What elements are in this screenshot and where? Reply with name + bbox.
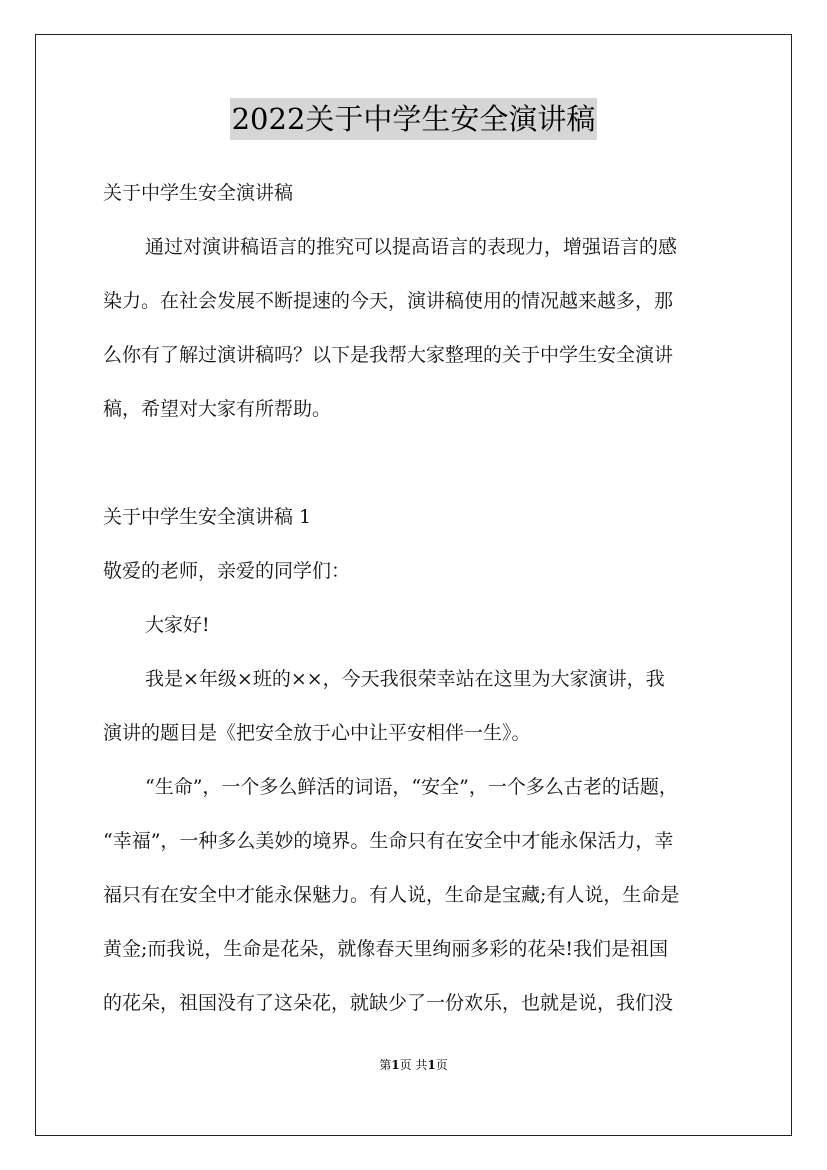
body-line: 的花朵，祖国没有了这朵花，就缺少了一份欢乐，也就是说，我们没 xyxy=(103,992,674,1014)
page-prefix: 第 xyxy=(379,1058,392,1072)
intro-line: 么你有了解过演讲稿吗？以下是我帮大家整理的关于中学生安全演讲 xyxy=(103,344,674,366)
page-total: 1 xyxy=(427,1058,436,1072)
document-heading: 关于中学生安全演讲稿 xyxy=(103,182,294,204)
section-title: 关于中学生安全演讲稿 1 xyxy=(103,506,312,528)
page-footer xyxy=(0,1056,827,1073)
title-container xyxy=(0,98,827,140)
body-line: “幸福”，一种多么美妙的境界。生命只有在安全中才能永保活力，幸 xyxy=(103,830,674,852)
intro-line: 稿，希望对大家有所帮助。 xyxy=(103,398,332,420)
intro-line: 通过对演讲稿语言的推究可以提高语言的表现力，增强语言的感 xyxy=(145,236,678,258)
body-line: 演讲的题目是《把安全放于心中让平安相伴一生》。 xyxy=(103,722,531,744)
page-suffix: 页 xyxy=(435,1058,448,1072)
body-line: 我是×年级×班的××，今天我很荣幸站在这里为大家演讲，我 xyxy=(145,668,665,690)
body-line: “生命”，一个多么鲜活的词语，“安全”，一个多么古老的话题， xyxy=(145,776,678,798)
body-line: 福只有在安全中才能永保魅力。有人说，生命是宝藏;有人说，生命是 xyxy=(103,884,680,906)
page-number: 1 xyxy=(391,1058,400,1072)
intro-line: 染力。在社会发展不断提速的今天，演讲稿使用的情况越来越多，那 xyxy=(103,290,674,312)
body-line: 黄金;而我说，生命是花朵，就像春天里绚丽多彩的花朵!我们是祖国 xyxy=(103,938,669,960)
greeting: 大家好! xyxy=(145,614,210,636)
salutation: 敬爱的老师，亲爱的同学们： xyxy=(103,560,351,582)
page-mid: 页 共 xyxy=(399,1058,428,1072)
document-title: 2022关于中学生安全演讲稿 xyxy=(230,98,598,140)
